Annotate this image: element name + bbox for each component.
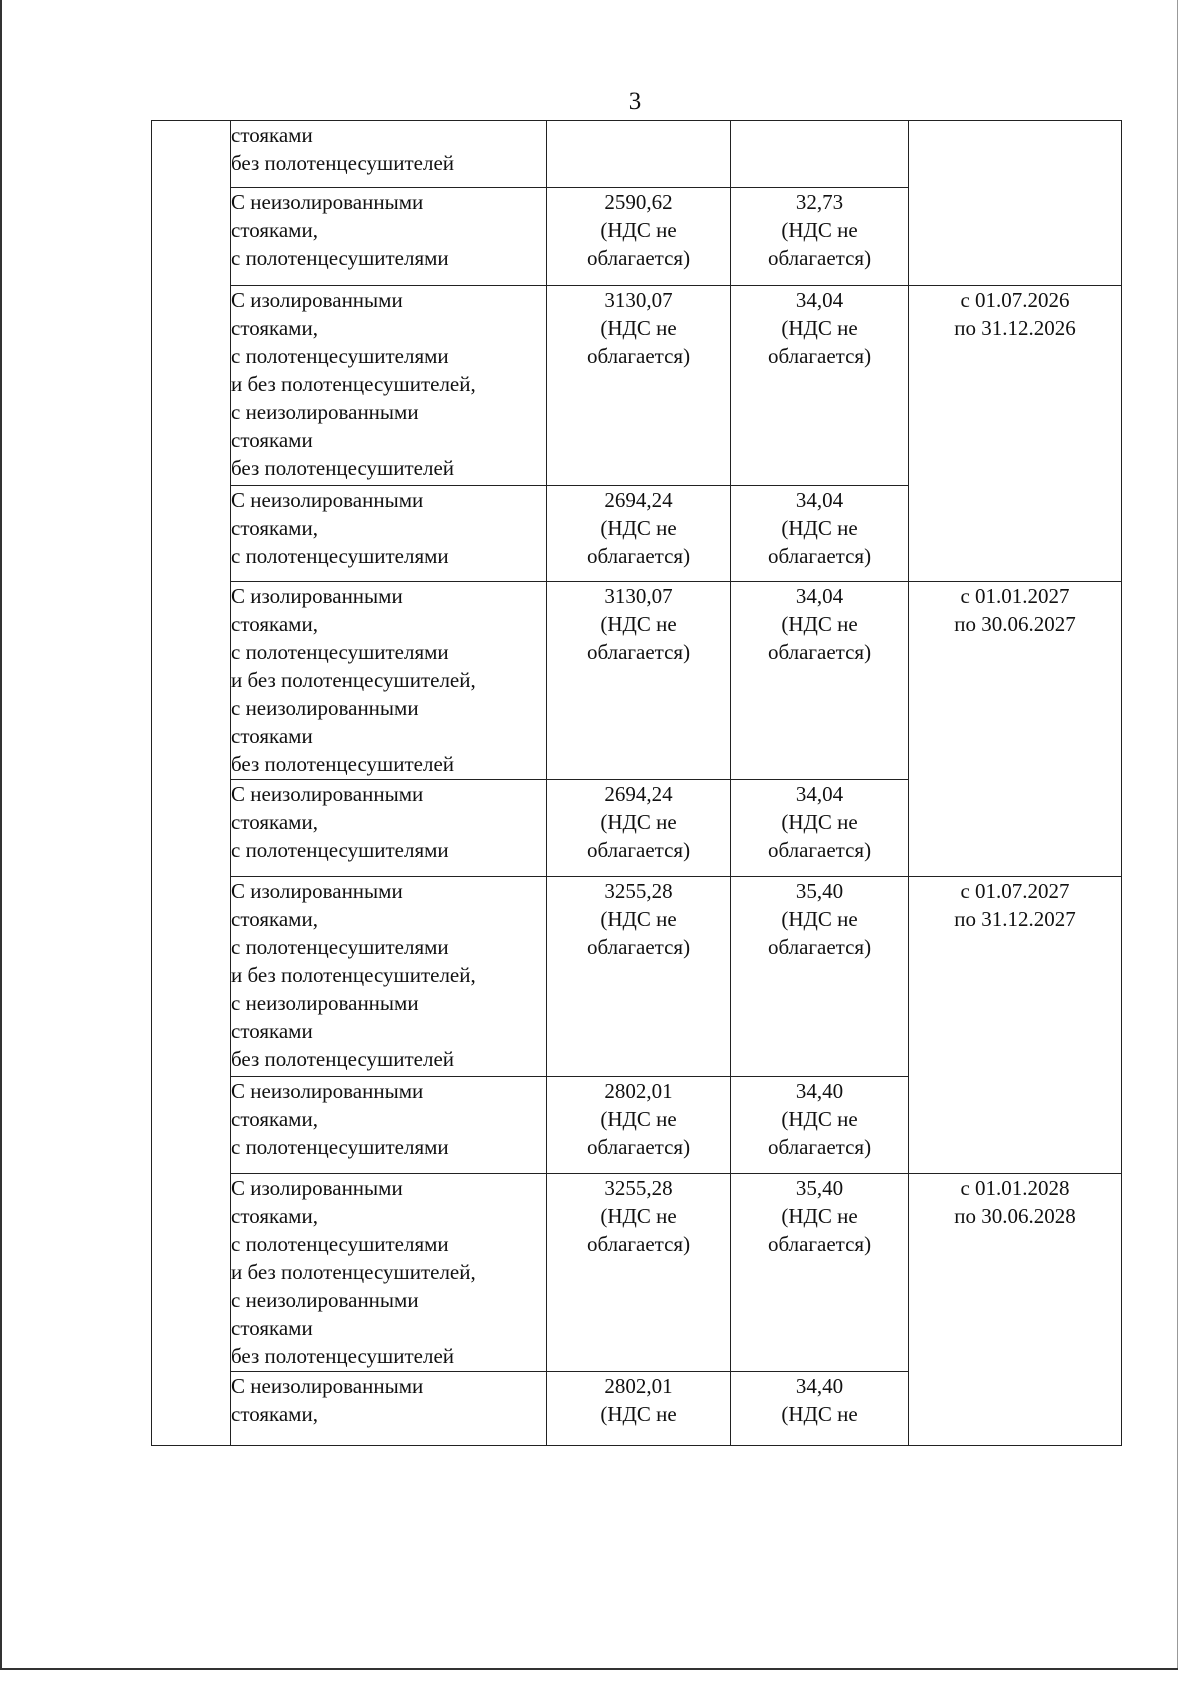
description-line: стояками <box>231 428 313 452</box>
description-line: с полотенцесушителями <box>231 246 449 270</box>
tariff-value-cell <box>547 877 731 1077</box>
description-line: и без полотенцесушителей, <box>231 372 476 396</box>
tariff-value2-cell <box>731 1372 909 1446</box>
description-line: с полотенцесушителями <box>231 935 449 959</box>
tariff-value2-cell <box>731 286 909 486</box>
tariff-value2-line: облагается) <box>767 246 872 270</box>
description-cell <box>231 1174 547 1372</box>
description-line: стояками <box>231 724 313 748</box>
description-cell <box>231 286 547 486</box>
tariff-value-line: (НДС не <box>600 316 677 340</box>
description-line: без полотенцесушителей <box>231 752 455 776</box>
tariff-value-line: (НДС не <box>600 1402 677 1426</box>
tariff-value2-line: 35,40 <box>795 879 844 903</box>
tariff-value2-line: (НДС не <box>781 612 858 636</box>
description-line: с полотенцесушителями <box>231 544 449 568</box>
description-line: с полотенцесушителями <box>231 1232 449 1256</box>
tariff-value-line: облагается) <box>586 640 691 664</box>
tariff-value-line: 2802,01 <box>604 1079 673 1103</box>
description-cell <box>231 582 547 780</box>
description-line: стояками, <box>231 810 318 834</box>
description-line: с неизолированными <box>231 1288 419 1312</box>
scan-border-bottom <box>0 1668 1178 1670</box>
description-line: стояками <box>231 1019 313 1043</box>
tariff-value-cell <box>547 1077 731 1174</box>
period-cell <box>909 877 1122 1174</box>
scan-border-right <box>1177 0 1178 1670</box>
description-line: стояками, <box>231 218 318 242</box>
tariff-value2-cell <box>731 780 909 877</box>
tariff-value2-line: облагается) <box>767 1135 872 1159</box>
tariff-value-line: 3255,28 <box>604 879 673 903</box>
description-line: стояками, <box>231 612 318 636</box>
description-line: стояками <box>231 1316 313 1340</box>
period-line: по 30.06.2027 <box>954 612 1076 636</box>
tariff-value-line: (НДС не <box>600 1204 677 1228</box>
table-row <box>152 1174 1122 1372</box>
description-line: С неизолированными <box>231 190 424 214</box>
tariff-value-line: облагается) <box>586 1135 691 1159</box>
description-line: С изолированными <box>231 584 403 608</box>
tariff-value2-line: 34,40 <box>795 1374 844 1398</box>
description-cell <box>231 121 547 188</box>
tariff-value2-line: (НДС не <box>781 316 858 340</box>
tariff-value-line: 2802,01 <box>604 1374 673 1398</box>
description-line: и без полотенцесушителей, <box>231 963 476 987</box>
description-line: С изолированными <box>231 879 403 903</box>
tariff-value-cell <box>547 1174 731 1372</box>
description-cell <box>231 780 547 877</box>
tariff-value2-cell <box>731 486 909 582</box>
tariff-value-line: 2694,24 <box>604 782 673 806</box>
tariff-value-cell <box>547 582 731 780</box>
tariff-value2-cell <box>731 1077 909 1174</box>
tariff-value2-line: (НДС не <box>781 907 858 931</box>
table-row <box>152 877 1122 1077</box>
tariff-value2-line: (НДС не <box>781 810 858 834</box>
tariff-value-cell <box>547 121 731 188</box>
tariff-value-line: облагается) <box>586 1232 691 1256</box>
tariff-value2-line: 34,40 <box>795 1079 844 1103</box>
tariff-value2-cell <box>731 877 909 1077</box>
description-line: с полотенцесушителями <box>231 838 449 862</box>
period-line: по 31.12.2026 <box>954 316 1076 340</box>
description-line: с неизолированными <box>231 696 419 720</box>
period-line: с 01.07.2027 <box>960 879 1070 903</box>
description-line: без полотенцесушителей <box>231 456 455 480</box>
tariff-value-line: облагается) <box>586 344 691 368</box>
tariff-value2-line: 34,04 <box>795 288 844 312</box>
tariff-value2-line: (НДС не <box>781 1402 858 1426</box>
tariff-value2-cell <box>731 582 909 780</box>
table-row <box>152 286 1122 486</box>
tariff-value-cell <box>547 1372 731 1446</box>
tariff-value2-line: 35,40 <box>795 1176 844 1200</box>
tariff-value2-cell <box>731 1174 909 1372</box>
tariff-value-line: (НДС не <box>600 810 677 834</box>
description-cell <box>231 877 547 1077</box>
tariff-value2-line: облагается) <box>767 344 872 368</box>
description-cell <box>231 486 547 582</box>
tariff-table <box>151 120 1122 1446</box>
tariff-value2-line: 32,73 <box>795 190 844 214</box>
description-line: стояками <box>231 123 313 147</box>
tariff-value2-line: облагается) <box>767 935 872 959</box>
tariff-value2-line: облагается) <box>767 544 872 568</box>
tariff-value2-line: (НДС не <box>781 1107 858 1131</box>
description-line: стояками, <box>231 1402 318 1426</box>
tariff-value-cell <box>547 188 731 286</box>
description-line: стояками, <box>231 1204 318 1228</box>
tariff-value-line: 2694,24 <box>604 488 673 512</box>
tariff-value2-cell <box>731 188 909 286</box>
tariff-value-line: (НДС не <box>600 907 677 931</box>
tariff-value2-line: 34,04 <box>795 782 844 806</box>
tariff-value-line: 3255,28 <box>604 1176 673 1200</box>
description-line: С неизолированными <box>231 1374 424 1398</box>
table-row <box>152 121 1122 188</box>
description-cell <box>231 188 547 286</box>
description-line: стояками, <box>231 907 318 931</box>
tariff-value-line: (НДС не <box>600 516 677 540</box>
description-line: стояками, <box>231 516 318 540</box>
description-line: с неизолированными <box>231 991 419 1015</box>
row-number-cell <box>152 121 231 1446</box>
tariff-value2-line: облагается) <box>767 1232 872 1256</box>
tariff-value-line: (НДС не <box>600 218 677 242</box>
tariff-value-line: облагается) <box>586 838 691 862</box>
tariff-value-line: облагается) <box>586 246 691 270</box>
tariff-value-cell <box>547 486 731 582</box>
description-line: с полотенцесушителями <box>231 344 449 368</box>
description-cell <box>231 1372 547 1446</box>
period-cell <box>909 1174 1122 1446</box>
table-row <box>152 582 1122 780</box>
description-cell <box>231 1077 547 1174</box>
period-cell <box>909 582 1122 877</box>
description-line: с неизолированными <box>231 400 419 424</box>
tariff-value-line: (НДС не <box>600 1107 677 1131</box>
period-line: с 01.01.2028 <box>960 1176 1070 1200</box>
tariff-value2-line: облагается) <box>767 640 872 664</box>
tariff-value-line: (НДС не <box>600 612 677 636</box>
tariff-value2-line: 34,04 <box>795 488 844 512</box>
page-number: 3 <box>628 88 642 115</box>
period-line: с 01.01.2027 <box>960 584 1070 608</box>
period-line: по 31.12.2027 <box>954 907 1076 931</box>
tariff-value-line: 3130,07 <box>604 584 673 608</box>
period-cell <box>909 286 1122 582</box>
description-line: без полотенцесушителей <box>231 151 455 175</box>
tariff-value2-line: облагается) <box>767 838 872 862</box>
description-line: С изолированными <box>231 1176 403 1200</box>
description-line: С неизолированными <box>231 488 424 512</box>
description-line: стояками, <box>231 1107 318 1131</box>
tariff-value-cell <box>547 286 731 486</box>
description-line: стояками, <box>231 316 318 340</box>
description-line: С изолированными <box>231 288 403 312</box>
period-line: по 30.06.2028 <box>954 1204 1076 1228</box>
description-line: С неизолированными <box>231 1079 424 1103</box>
period-cell <box>909 121 1122 286</box>
description-line: с полотенцесушителями <box>231 1135 449 1159</box>
scan-border-left <box>0 0 2 1670</box>
tariff-value-line: 2590,62 <box>604 190 673 214</box>
tariff-value2-line: (НДС не <box>781 1204 858 1228</box>
description-line: и без полотенцесушителей, <box>231 668 476 692</box>
description-line: С неизолированными <box>231 782 424 806</box>
tariff-value2-line: (НДС не <box>781 516 858 540</box>
tariff-value-line: облагается) <box>586 935 691 959</box>
description-line: с полотенцесушителями <box>231 640 449 664</box>
tariff-value-cell <box>547 780 731 877</box>
description-line: и без полотенцесушителей, <box>231 1260 476 1284</box>
description-line: без полотенцесушителей <box>231 1047 455 1071</box>
tariff-value-line: облагается) <box>586 544 691 568</box>
tariff-value-line: 3130,07 <box>604 288 673 312</box>
period-line: с 01.07.2026 <box>960 288 1070 312</box>
description-line: без полотенцесушителей <box>231 1344 455 1368</box>
tariff-value2-line: (НДС не <box>781 218 858 242</box>
tariff-value2-cell <box>731 121 909 188</box>
tariff-value2-line: 34,04 <box>795 584 844 608</box>
